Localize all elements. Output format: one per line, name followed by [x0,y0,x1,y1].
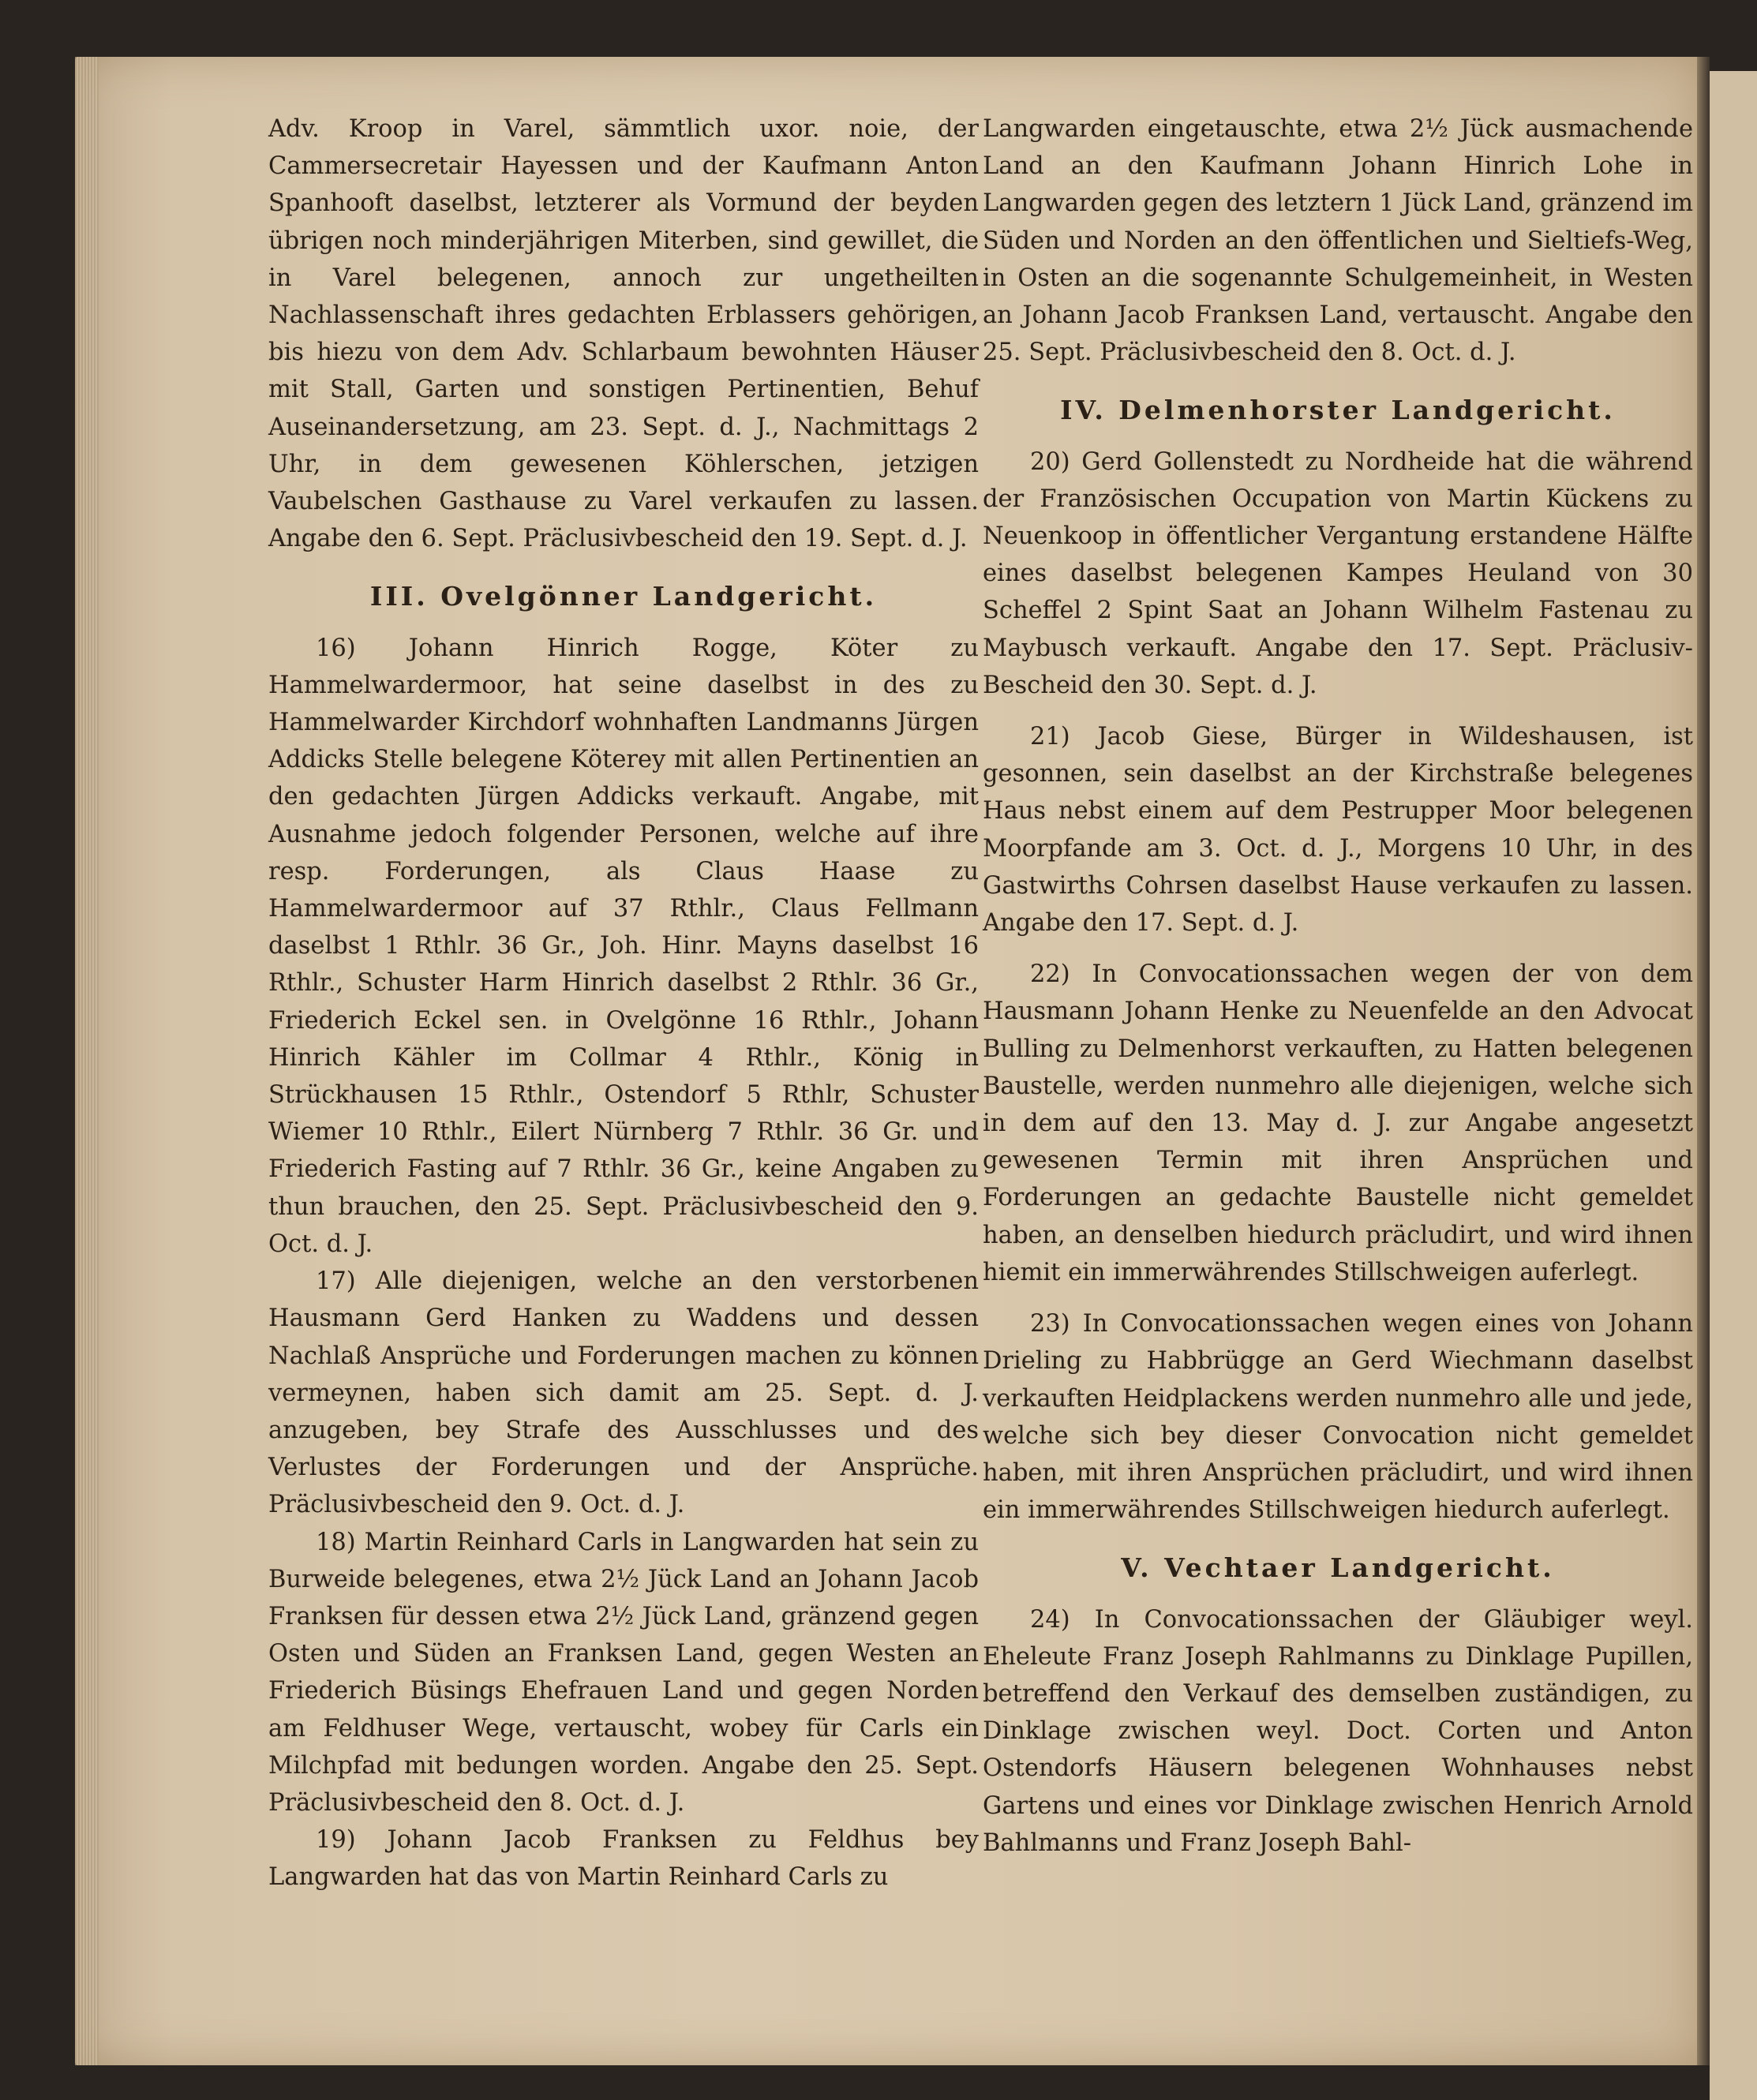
left-column [268,110,979,1896]
section-heading-iv: IV. Delmenhorster Landgericht. [1060,395,1616,426]
book-gutter [1697,57,1710,2065]
entry-23: 23) In Convocationssachen wegen eines von Johann Drieling zu Habbrügge an Gerd Wiechmann daselbst verkauften Heidplackens werden nunmehro alle und jede, welche sich bey dieser Convocation nicht gemeldet haben, mit ihren Ansprüchen präcludirt, und wird ihnen ein immerwährendes Stillschweigen hiedurch auferlegt. [983,1310,1693,1525]
entry-24: 24) In Convocationssachen der Gläubiger weyl. Eheleute Franz Joseph Rahlmanns zu Dinklage Pupillen, betreffend den Verkauf des demselben zuständigen, zu Dinklage zwischen weyl. Doct. Corten und Anton Ostendorfs Häusern belegenen Wohnhauses nebst Gartens und eines vor Dinklage zwischen Henrich Arnold Bahlmanns und Franz Joseph Bahl- [983,1605,1693,1857]
entry-17: 17) Alle diejenigen, welche an den verstorbenen Hausmann Gerd Hanken zu Waddens und dessen Nachlaß Ansprüche und Forderungen machen zu können vermeynen, haben sich damit am 25. Sept. d. J. anzugeben, bey Strafe des Ausschlusses und des Verlustes der Forderungen und der Ansprüche. Präclusivbescheid den 9. Oct. d. J. [268,1267,979,1519]
entry-19: 19) Johann Jacob Franksen zu Feldhus bey Langwarden hat das von Martin Reinhard Carls zu [268,1826,979,1892]
entry-21: 21) Jacob Giese, Bürger in Wildeshausen, ist gesonnen, sein daselbst an der Kirchstraße belegenes Haus nebst einem auf dem Pestrupper Moor belegenen Moorpfande am 3. Oct. d. J., Morgens 10 Uhr, in des Gastwirths Cohrsen daselbst Hause verkaufen zu lassen. Angabe den 17. Sept. d. J. [983,723,1693,938]
section-heading-iii: III. Ovelgönner Landgericht. [369,581,878,612]
entry-18: 18) Martin Reinhard Carls in Langwarden hat sein zu Burweide belegenes, etwa 2½ Jück Land an Johann Jacob Franksen für dessen etwa 2½ Jück Land, gränzend gegen Osten und Süden an Franksen Land, gegen Westen an Friederich Büsings Ehefrauen Land und gegen Norden am Feldhuser Wege, vertauscht, wobey für Carls ein Milchpfad mit bedungen worden. Angabe den 25. Sept. Präclusivbescheid den 8. Oct. d. J. [268,1528,979,1817]
entry-20: 20) Gerd Gollenstedt zu Nordheide hat die während der Französischen Occupation von Martin Kückens zu Neuenkoop in öffentlicher Vergantung erstandene Hälfte eines daselbst belegenen Kampes Heuland von 30 Scheffel 2 Spint Saat an Johann Wilhelm Fastenau zu Maybusch verkauft. Angabe den 17. Sept. Präclusiv-Bescheid den 30. Sept. d. J. [983,447,1693,699]
entry-16: 16) Johann Hinrich Rogge, Köter zu Hammelwardermoor, hat seine daselbst in des zu Hammelwarder Kirchdorf wohnhaften Landmanns Jürgen Addicks Stelle belegene Köterey mit allen Pertinentien an den gedachten Jürgen Addicks verkauft. Angabe, mit Ausnahme jedoch folgender Personen, welche auf ihre resp. Forderungen, als Claus Haase zu Hammelwardermoor auf 37 Rthlr., Claus Fellmann daselbst 1 Rthlr. 36 Gr., Joh. Hinr. Mayns daselbst 16 Rthlr., Schuster Harm Hinrich daselbst 2 Rthlr. 36 Gr., Friederich Eckel sen. in Ovelgönne 16 Rthlr., Johann Hinrich Kähler im Collmar 4 Rthlr., König in Strückhausen 15 Rthlr., Ostendorf 5 Rthlr, Schuster Wiemer 10 Rthlr., Eilert Nürnberg 7 Rthlr. 36 Gr. und Friederich Fasting auf 7 Rthlr. 36 Gr., keine Angaben zu thun brauchen, den 25. Sept. Präclusivbescheid den 9. Oct. d. J. [268,634,979,1258]
continued-entry-right: Langwarden eingetauschte, etwa 2½ Jück ausmachende Land an den Kaufmann Johann Hinrich Lohe in Langwarden gegen des letztern 1 Jück Land, gränzend im Süden und Norden an den öffentlichen und Sieltiefs-Weg, in Osten an die sogenannte Schulgemeinheit, in Westen an Johann Jacob Franksen Land, vertauscht. Angabe den 25. Sept. Präclusivbescheid den 8. Oct. d. J. [983,115,1693,367]
section-heading-v: V. Vechtaer Landgericht. [1121,1552,1555,1584]
adjacent-page-fragment [1710,71,1757,2100]
page-edge [75,57,99,2065]
entry-22: 22) In Convocationssachen wegen der von dem Hausmann Johann Henke zu Neuenfelde an den Advocat Bulling zu Delmenhorst verkauften, zu Hatten belegenen Baustelle, werden nunmehro alle diejenigen, welche sich in dem auf den 13. May d. J. zur Angabe angesetzt gewesenen Termin mit ihren Ansprüchen und Forderungen an gedachte Baustelle nicht gemeldet haben, an denselben hiedurch präcludirt, und wird ihnen hiemit ein immerwährendes Stillschweigen auferlegt. [983,960,1693,1286]
continued-entry: Adv. Kroop in Varel, sämmtlich uxor. noie, der Cammersecretair Hayessen und der Kaufmann Anton Spanhooft daselbst, letzterer als Vormund der beyden übrigen noch minderjährigen Miterben, sind gewillet, die in Varel belegenen, annoch zur ungetheilten Nachlassenschaft ihres gedachten Erblassers gehörigen, bis hiezu von dem Adv. Schlarbaum bewohnten Häuser mit Stall, Garten und sonstigen Pertinentien, Behuf Auseinandersetzung, am 23. Sept. d. J., Nachmittags 2 Uhr, in dem gewesenen Köhlerschen, jetzigen Vaubelschen Gasthause zu Varel verkaufen zu lassen. Angabe den 6. Sept. Präclusivbescheid den 19. Sept. d. J. [268,115,979,553]
right-column [983,110,1693,1862]
